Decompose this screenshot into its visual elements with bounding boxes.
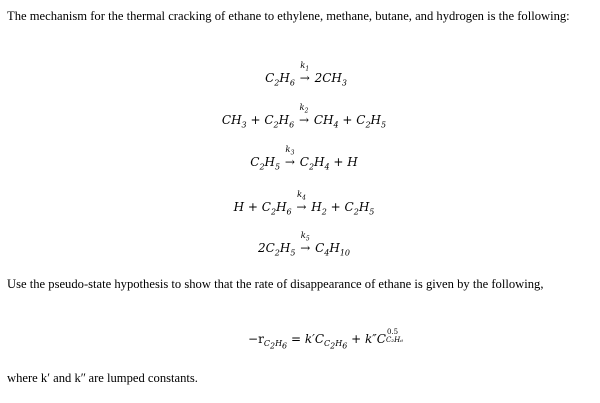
reaction-3 (0, 145, 600, 172)
r3-rhs: $C_2H_4 + H$ (299, 155, 358, 172)
r1-arrow: $k_1$ → (299, 61, 310, 85)
rate-equation: $-r_{C_2H_6} = k'C_{C_2H_6} + k''C$ 0.5 C₂H₆ (248, 328, 404, 351)
question-paragraph: Use the pseudo-state hypothesis to show that the rate of disappearance of ethane is given by the following, (7, 277, 544, 291)
reaction-2 (0, 103, 600, 130)
r1-lhs: $C_2H_6$ (265, 71, 295, 88)
r2-arrow: $k_2$ → (298, 103, 310, 127)
r5-arrow: $k_5$ → (300, 231, 311, 255)
reaction-1 (0, 61, 600, 88)
reaction-4 (0, 190, 600, 217)
r3-arrow: $k_3$ → (284, 145, 295, 169)
r2-rhs: $CH_4 + C_2H_5$ (313, 113, 387, 130)
r5-rhs: $C_4H_{10}$ (315, 241, 351, 258)
reaction-5 (0, 231, 600, 258)
r4-lhs: $H + C_2H_6$ (233, 200, 292, 217)
r4-arrow: $k_4$ → (296, 190, 307, 214)
intro-paragraph: The mechanism for the thermal cracking of ethane to ethylene, methane, butane, and hydrogen is the following: (7, 9, 570, 23)
r3-lhs: $C_2H_5$ (250, 155, 281, 172)
r5-lhs: $2C_2H_5$ (257, 241, 296, 258)
r2-lhs: $CH_3 + C_2H_6$ (221, 113, 295, 130)
constants-note: where kʹ and kʺ are lumped constants. (7, 371, 198, 385)
r1-rhs: $2CH_3$ (314, 71, 347, 88)
r4-rhs: $H_2 + C_2H_5$ (311, 200, 375, 217)
exponent-stack: 0.5 C₂H₆ (385, 328, 404, 344)
